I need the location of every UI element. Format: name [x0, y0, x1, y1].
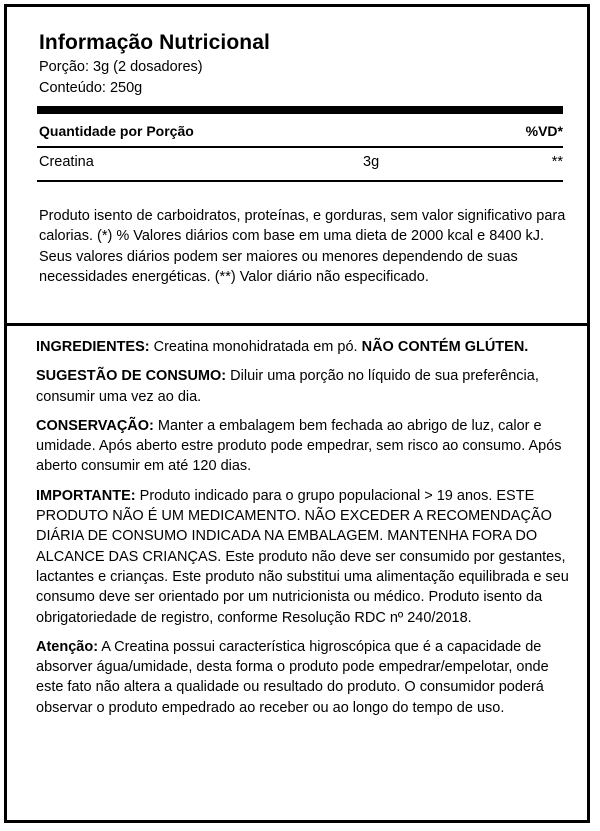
label-frame — [4, 4, 590, 823]
nutrition-title: Informação Nutricional — [39, 31, 270, 54]
consumption-section — [36, 366, 570, 407]
conservation-text: Manter a embalagem bem fechada ao abrigo de luz, calor e umidade. Após aberto estre produto pode empedrar, sem risco ao consumo. Após aberto consumir em até 120 dias. — [36, 417, 562, 475]
nutrient-daily-value: ** — [551, 154, 563, 170]
ingredients-section — [36, 337, 570, 357]
important-text: Produto indicado para o grupo populacional > 19 anos. ESTE PRODUTO NÃO É UM MEDICAMENTO. NÃO EXCEDER A RECOMENDAÇÃO DIÁRIA DE CONSUMO INDICADA NA EMBALAGEM. MANTENHA FORA DO ALCANCE DAS CRIANÇAS. Este produto não deve ser consumido por gestantes, lactantes e crianças. Este produto não substitui uma alimentação equilibrada e seu consumo deve ser orientado por um nutricionista ou médico. Produto isento da obrigatoriedade de registro, conforme Resolução RDC nº 240/2018. — [36, 487, 569, 626]
daily-value-header: %VD* — [525, 123, 563, 139]
thick-divider — [37, 106, 563, 114]
attention-section — [36, 637, 570, 718]
nutrient-name: Creatina — [39, 154, 94, 170]
header-divider — [37, 146, 563, 148]
row-divider — [37, 180, 563, 182]
package-content: Conteúdo: 250g — [39, 80, 143, 96]
gluten-free-notice: NÃO CONTÉM GLÚTEN. — [361, 339, 529, 355]
nutrition-facts-table — [7, 7, 587, 326]
product-information — [36, 337, 570, 727]
nutrient-amount: 3g — [363, 154, 380, 170]
serving-size: Porção: 3g (2 dosadores) — [39, 59, 203, 75]
ingredients-label: INGREDIENTES: — [36, 339, 150, 355]
important-label: IMPORTANTE: — [36, 487, 136, 504]
consumption-text: Diluir uma porção no líquido de sua preferência, consumir uma vez ao dia. — [36, 368, 539, 405]
conservation-label: CONSERVAÇÃO: — [36, 417, 154, 434]
ingredients-text: Creatina monohidratada em pó. — [149, 339, 362, 355]
quantity-per-serving-header: Quantidade por Porção — [39, 123, 194, 139]
attention-label: Atenção: — [36, 638, 99, 655]
important-section — [36, 486, 570, 628]
consumption-label: SUGESTÃO DE CONSUMO: — [36, 368, 227, 385]
conservation-section — [36, 416, 570, 477]
attention-text: A Creatina possui característica higroscópica que é a capacidade de absorver água/umidade, desta forma o produto pode empedrar/empelotar, onde este fato não altera a qualidade ou resultado do produto. O consumidor poderá observar o produto empedrado ao receber ou ao longo do tempo de uso. — [36, 638, 549, 716]
nutrition-disclaimer: Produto isento de carboidratos, proteínas, e gorduras, sem valor significativo para calorias. (*) % Valores diários com base em uma dieta de 2000 kcal e 8400 kJ. Seus valores diários podem ser maiores ou menores dependendo de suas necessidades energéticas. (**) Valor diário não especificado. — [39, 208, 566, 285]
